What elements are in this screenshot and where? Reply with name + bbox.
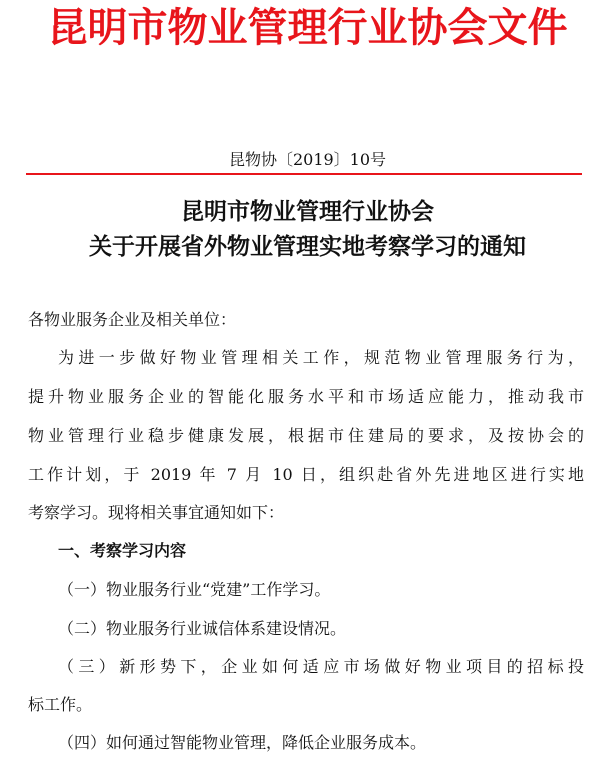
paragraph-line: 提升物业服务企业的智能化服务水平和市场适应能力，推动我市 xyxy=(28,387,584,406)
paragraph-line: 为进一步做好物业管理相关工作，规范物业管理服务行为， xyxy=(58,348,584,367)
document-number: 昆物协〔2019〕10号 xyxy=(228,150,387,169)
list-item: （二）物业服务行业诚信体系建设情况。 xyxy=(58,619,347,638)
paragraph-line: 物业管理行业稳步健康发展，根据市住建局的要求，及按协会的 xyxy=(28,426,584,445)
paragraph-line: 考察学习。现将相关事宜通知如下： xyxy=(28,503,285,522)
red-divider-line xyxy=(26,173,582,175)
section-heading: 一、考察学习内容 xyxy=(58,541,187,560)
notice-title-line-2: 关于开展省外物业管理实地考察学习的通知 xyxy=(89,233,526,260)
list-item-continuation: 标工作。 xyxy=(28,695,93,714)
list-item: （一）物业服务行业“党建”工作学习。 xyxy=(58,580,331,599)
list-item: （三）新形势下，企业如何适应市场做好物业项目的招标投 xyxy=(58,657,584,676)
document-masthead: 昆明市物业管理行业协会文件 xyxy=(47,4,568,51)
notice-title-line-1: 昆明市物业管理行业协会 xyxy=(181,198,434,225)
paragraph-line: 工作计划，于 2019 年 7 月 10 日，组织赴省外先进地区进行实地 xyxy=(28,465,584,484)
salutation: 各物业服务企业及相关单位： xyxy=(28,310,237,329)
list-item: （四）如何通过智能物业管理，降低企业服务成本。 xyxy=(58,733,427,752)
